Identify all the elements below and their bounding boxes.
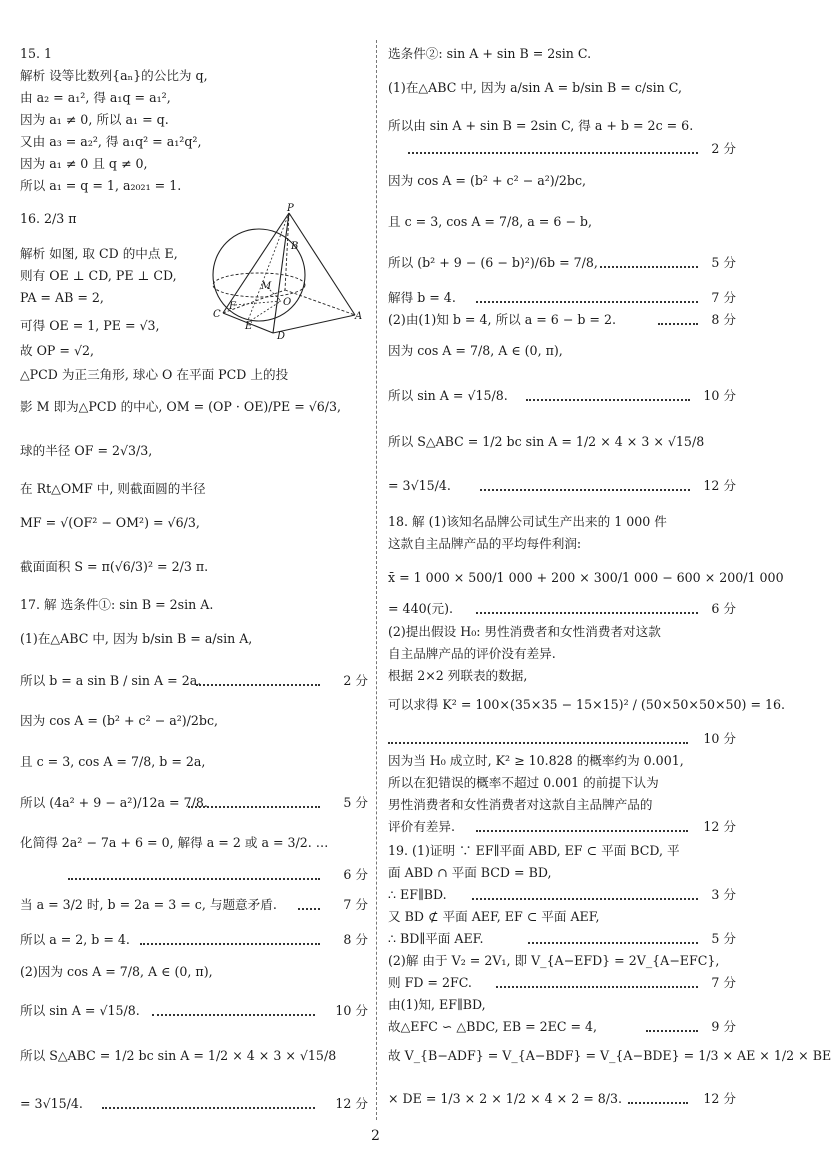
line-text: 又 BD ⊄ 平面 AEF, EF ⊂ 平面 AEF, — [388, 909, 600, 924]
sphere-equator — [213, 273, 305, 297]
text-line — [20, 45, 368, 63]
text-line — [388, 864, 736, 882]
figure-label: E — [245, 321, 253, 332]
line-text: 影 M 即为△PCD 的中心, OM = (OP · OE)/PE = √6/3, — [20, 399, 342, 414]
line-text: 17. 解 选条件①: sin B = 2sin A. — [20, 597, 214, 612]
text-line — [388, 117, 736, 135]
text-line — [20, 133, 368, 151]
text-line — [388, 342, 736, 360]
score-points: 12 分 — [699, 1090, 736, 1108]
column-divider — [376, 40, 377, 1120]
line-text: 所以 a = 2, b = 4. — [20, 932, 130, 947]
score-points: 5 分 — [707, 930, 736, 948]
line-text: 15. 1 — [20, 46, 53, 61]
text-line — [388, 289, 736, 307]
line-text: 评价有差异. — [388, 819, 455, 834]
figure-label: F — [229, 301, 236, 312]
dot-leader — [472, 898, 698, 900]
text-line — [20, 111, 368, 129]
line-text: 且 c = 3, cos A = 7/8, a = 6 − b, — [388, 214, 592, 229]
text-line — [388, 623, 736, 641]
line-text: 由(1)知, EF∥BD, — [388, 997, 486, 1012]
line-text: (1)在△ABC 中, 因为 a/sin A = b/sin B = c/sin C, — [388, 80, 682, 95]
figure-label: B — [291, 241, 299, 252]
dot-leader — [628, 1102, 688, 1104]
line-text: 选条件②: sin A + sin B = 2sin C. — [388, 46, 592, 61]
score-points: 12 分 — [699, 818, 736, 836]
dot-leader — [102, 1107, 315, 1109]
line-text: = 3√15/4. — [20, 1096, 83, 1111]
edge-pc — [223, 213, 292, 313]
text-line — [388, 667, 736, 685]
text-line — [20, 480, 368, 498]
text-line — [388, 645, 736, 663]
text-line — [20, 366, 368, 384]
dot-leader — [476, 612, 698, 614]
figure-label: M — [261, 281, 272, 292]
text-line — [388, 842, 736, 860]
text-line — [388, 535, 736, 553]
text-line — [388, 1090, 736, 1108]
score-points: 10 分 — [699, 730, 736, 748]
dot-leader — [476, 301, 698, 303]
line-text: 可以求得 K² = 100×(35×35 − 15×15)² / (50×50×50×50) = 16. — [388, 697, 786, 712]
line-fo — [235, 301, 281, 305]
text-line — [388, 433, 736, 451]
text-line — [388, 79, 736, 97]
line-text: 16. 2/3 π — [20, 211, 77, 226]
text-line — [20, 630, 368, 648]
edge-pa — [289, 213, 355, 315]
text-line — [388, 796, 736, 814]
line-text: MF = √(OF² − OM²) = √6/3, — [20, 515, 200, 530]
dot-leader — [68, 878, 320, 880]
dot-leader — [140, 943, 320, 945]
text-line — [388, 213, 736, 231]
dot-leader — [188, 806, 320, 808]
line-text: 男性消费者和女性消费者对这款自主品牌产品的 — [388, 797, 653, 812]
line-text: 解析 如图, 取 CD 的中点 E, — [20, 246, 178, 261]
line-text: 解得 b = 4. — [388, 290, 456, 305]
line-text: (1)在△ABC 中, 因为 b/sin B = a/sin A, — [20, 631, 253, 646]
text-line — [388, 996, 736, 1014]
text-line — [388, 45, 736, 63]
figure-label: O — [283, 297, 292, 308]
line-text: 面 ABD ∩ 平面 BCD = BD, — [388, 865, 552, 880]
line-text: ∴ EF∥BD. — [388, 887, 447, 902]
text-line — [20, 931, 368, 949]
score-points: 5 分 — [707, 254, 736, 272]
line-text: 18. 解 (1)该知名品牌公司试生产出来的 1 000 件 — [388, 514, 667, 529]
line-text: 自主品牌产品的评价没有差异. — [388, 646, 556, 661]
figure-label: P — [287, 203, 294, 214]
line-text: 截面面积 S = π(√6/3)² = 2/3 π. — [20, 559, 209, 574]
dot-leader — [646, 1030, 698, 1032]
text-line — [20, 596, 368, 614]
line-text: (2)因为 cos A = 7/8, A ∈ (0, π), — [20, 964, 213, 979]
line-text: 这款自主品牌产品的平均每件利润: — [388, 536, 582, 551]
text-line — [20, 155, 368, 173]
text-line — [388, 311, 736, 329]
line-text: = 3√15/4. — [388, 478, 451, 493]
figure-label: D — [277, 331, 286, 342]
line-text: (2)解 由于 V₂ = 2V₁, 即 V_{A−EFD} = 2V_{A−EFC}, — [388, 953, 720, 968]
text-line — [388, 774, 736, 792]
score-points: 10 分 — [331, 1002, 368, 1020]
text-line — [20, 1095, 368, 1113]
line-text: 又由 a₃ = a₂², 得 a₁q² = a₁²q², — [20, 134, 202, 149]
line-text: × DE = 1/3 × 2 × 1/2 × 4 × 2 = 8/3. — [388, 1091, 623, 1106]
line-text: 由 a₂ = a₁², 得 a₁q = a₁², — [20, 90, 171, 105]
text-line — [388, 974, 736, 992]
line-text: 且 c = 3, cos A = 7/8, b = 2a, — [20, 754, 206, 769]
line-text: x̄ = 1 000 × 500/1 000 + 200 × 300/1 000 − 600 × 200/1 000 — [388, 570, 784, 585]
text-line — [388, 886, 736, 904]
dot-leader — [496, 986, 698, 988]
score-points: 12 分 — [331, 1095, 368, 1113]
line-text: 所以 a₁ = q = 1, a₂₀₂₁ = 1. — [20, 178, 182, 193]
dot-leader — [408, 152, 698, 154]
line-text: 解析 设等比数列{aₙ}的公比为 q, — [20, 68, 208, 83]
line-text: 则有 OE ⊥ CD, PE ⊥ CD, — [20, 268, 177, 283]
score-points: 9 分 — [707, 1018, 736, 1036]
line-text: 球的半径 OF = 2√3/3, — [20, 443, 153, 458]
text-line — [20, 89, 368, 107]
text-line — [388, 254, 736, 272]
line-text: 因为 a₁ ≠ 0 且 q ≠ 0, — [20, 156, 148, 171]
line-text: (2)由(1)知 b = 4, 所以 a = 6 − b = 2. — [388, 312, 616, 327]
text-line — [388, 513, 736, 531]
line-text: 所以 S△ABC = 1/2 bc sin A = 1/2 × 4 × 3 × √15/8 — [20, 1048, 337, 1063]
text-line — [20, 342, 368, 360]
dot-leader — [600, 266, 698, 268]
text-line — [388, 387, 736, 405]
text-line — [20, 1047, 368, 1065]
text-line — [388, 172, 736, 190]
text-line — [388, 477, 736, 495]
figure-label: C — [213, 309, 221, 320]
line-text: 因为 cos A = (b² + c² − a²)/2bc, — [388, 173, 587, 188]
line-text: 所以 sin A = √15/8. — [20, 1003, 140, 1018]
line-text: 所以 sin A = √15/8. — [388, 388, 508, 403]
line-text: 所以 (b² + 9 − (6 − b)²)/6b = 7/8, — [388, 255, 598, 270]
score-points: 7 分 — [707, 289, 736, 307]
score-points: 8 分 — [707, 311, 736, 329]
dot-leader — [476, 830, 688, 832]
text-line — [20, 398, 368, 416]
line-text: 化简得 2a² − 7a + 6 = 0, 解得 a = 2 或 a = 3/2. … — [20, 835, 329, 850]
text-line — [388, 818, 736, 836]
text-line — [20, 896, 368, 914]
line-text: 故△EFC ∽ △BDC, EB = 2EC = 4, — [388, 1019, 598, 1034]
edge-da — [273, 315, 355, 333]
text-line — [20, 963, 368, 981]
line-text: 所以由 sin A + sin B = 2sin C, 得 a + b = 2c = 6. — [388, 118, 694, 133]
text-line — [20, 67, 368, 85]
dot-leader — [526, 399, 690, 401]
line-text: ∴ BD∥平面 AEF. — [388, 931, 484, 946]
text-line — [20, 1002, 368, 1020]
text-line — [20, 514, 368, 532]
line-text: 所以 (4a² + 9 − a²)/12a = 7/8. — [20, 795, 208, 810]
score-points: 5 分 — [339, 794, 368, 812]
dot-leader — [152, 1014, 315, 1016]
text-line — [388, 569, 784, 587]
score-points: 6 分 — [339, 866, 368, 884]
text-line — [388, 696, 786, 714]
figure-label: A — [355, 311, 363, 322]
line-text: (2)提出假设 H₀: 男性消费者和女性消费者对这款 — [388, 624, 661, 639]
score-points: 3 分 — [707, 886, 736, 904]
line-text: = 440(元). — [388, 601, 454, 616]
line-text: 则 FD = 2FC. — [388, 975, 472, 990]
text-line — [388, 952, 736, 970]
text-line — [388, 752, 736, 770]
line-text: △PCD 为正三角形, 球心 O 在平面 PCD 上的投 — [20, 367, 289, 382]
line-text: PA = AB = 2, — [20, 290, 104, 305]
line-text: 故 OP = √2, — [20, 343, 94, 358]
text-line — [388, 1047, 831, 1065]
score-points: 8 分 — [339, 931, 368, 949]
text-line — [20, 794, 368, 812]
score-points: 12 分 — [699, 477, 736, 495]
text-line — [20, 177, 368, 195]
score-points: 2 分 — [339, 672, 368, 690]
line-text: 根据 2×2 列联表的数据, — [388, 668, 528, 683]
line-text: 当 a = 3/2 时, b = 2a = 3 = c, 与题意矛盾. — [20, 897, 277, 912]
score-points: 2 分 — [707, 140, 736, 158]
score-points: 7 分 — [339, 896, 368, 914]
text-line — [388, 908, 736, 926]
text-line — [20, 558, 368, 576]
dot-leader — [528, 942, 698, 944]
text-line — [388, 600, 736, 618]
dot-leader — [388, 742, 688, 744]
line-text: 因为当 H₀ 成立时, K² ≥ 10.828 的概率约为 0.001, — [388, 753, 684, 768]
text-line — [20, 753, 368, 771]
line-text: 故 V_{B−ADF} = V_{A−BDF} = V_{A−BDE} = 1/3 × AE × 1/2 × BE — [388, 1048, 831, 1063]
text-line — [388, 1018, 736, 1036]
geometry-figure — [205, 205, 365, 340]
line-text: 因为 cos A = 7/8, A ∈ (0, π), — [388, 343, 563, 358]
text-line — [20, 442, 368, 460]
text-line — [388, 930, 736, 948]
dot-leader — [196, 684, 320, 686]
text-line — [20, 834, 368, 852]
line-text: 因为 cos A = (b² + c² − a²)/2bc, — [20, 713, 219, 728]
line-text: 所以 S△ABC = 1/2 bc sin A = 1/2 × 4 × 3 × √15/8 — [388, 434, 705, 449]
dot-leader — [480, 489, 690, 491]
line-text: 所以在犯错误的概率不超过 0.001 的前提下认为 — [388, 775, 659, 790]
line-text: 因为 a₁ ≠ 0, 所以 a₁ = q. — [20, 112, 169, 127]
text-line — [20, 672, 368, 690]
dot-leader — [658, 323, 698, 325]
line-text: 在 Rt△OMF 中, 则截面圆的半径 — [20, 481, 206, 496]
text-line — [20, 712, 368, 730]
score-points: 7 分 — [707, 974, 736, 992]
score-points: 10 分 — [699, 387, 736, 405]
page-number: 2 — [371, 1128, 380, 1144]
line-text: 可得 OE = 1, PE = √3, — [20, 318, 160, 333]
score-points: 6 分 — [707, 600, 736, 618]
line-text: 19. (1)证明 ∵ EF∥平面 ABD, EF ⊂ 平面 BCD, 平 — [388, 843, 680, 858]
dot-leader — [298, 908, 320, 910]
line-text: 所以 b = a sin B / sin A = 2a. — [20, 673, 202, 688]
